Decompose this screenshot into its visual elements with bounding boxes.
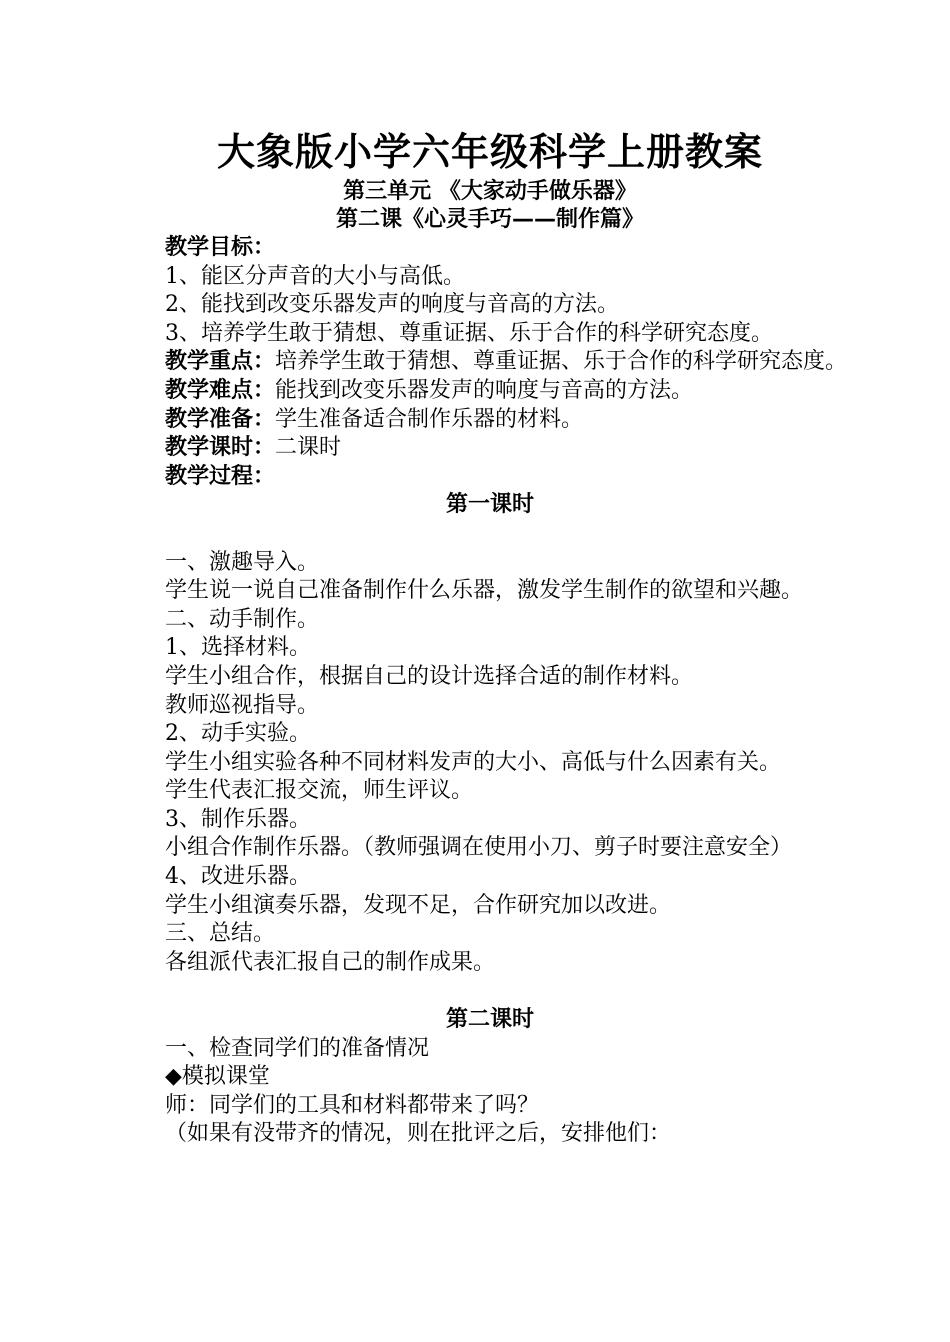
key-point-paragraph xyxy=(115,348,865,377)
preparation-paragraph xyxy=(115,406,865,435)
period1-line: 学生小组合作，根据自己的设计选择合适的制作材料。 xyxy=(165,663,694,689)
document-title: 大象版小学六年级科学上册教案 xyxy=(216,130,763,174)
preparation-text: 学生准备适合制作乐器的材料。 xyxy=(275,406,584,432)
hours-paragraph xyxy=(115,434,865,463)
period2-line: ◆模拟课堂 xyxy=(165,1064,270,1090)
period1-line: 4、改进乐器。 xyxy=(165,864,311,890)
period1-line: 一、激趣导入。 xyxy=(165,549,320,575)
key-point-label: 教学重点： xyxy=(165,349,276,375)
objectives-label xyxy=(115,234,865,263)
period1-line: 二、动手制作。 xyxy=(165,606,320,632)
difficulty-text: 能找到改变乐器发声的响度与音高的方法。 xyxy=(275,377,694,403)
period1-line: 学生说一说自己准备制作什么乐器，激发学生制作的欲望和兴趣。 xyxy=(165,578,804,604)
period1-line: 2、动手实验。 xyxy=(165,721,311,747)
objective-item: 1、能区分声音的大小与高低。 xyxy=(165,263,465,289)
objectives-label-text: 教学目标： xyxy=(165,235,276,260)
period1-line: 小组合作制作乐器。（教师强调在使用小刀、剪子时要注意安全） xyxy=(165,835,793,861)
spacer xyxy=(115,520,865,549)
difficulty-label: 教学难点： xyxy=(165,377,276,403)
period1-line: 各组派代表汇报自己的制作成果。 xyxy=(165,949,496,975)
hours-text: 二课时 xyxy=(275,435,342,461)
document-page xyxy=(115,126,865,1149)
period2-line: 一、检查同学们的准备情况 xyxy=(165,1035,430,1061)
process-label: 教学过程： xyxy=(165,463,276,489)
preparation-label: 教学准备： xyxy=(165,406,276,432)
period1-line: 学生代表汇报交流，师生评议。 xyxy=(165,778,474,804)
period1-line: 学生小组演奏乐器，发现不足，合作研究加以改进。 xyxy=(165,892,672,918)
hours-label: 教学课时： xyxy=(165,435,276,461)
key-point-text: 培养学生敢于猜想、尊重证据、乐于合作的科学研究态度。 xyxy=(275,349,848,375)
process-paragraph xyxy=(115,463,865,492)
lesson-title: 第二课《心灵手巧——制作篇》 xyxy=(335,207,644,232)
period1-heading: 第一课时 xyxy=(445,492,534,518)
period2-line: （如果有没带齐的情况，则在批评之后，安排他们： xyxy=(165,1121,672,1147)
objective-item: 3、培养学生敢于猜想、尊重证据、乐于合作的科学研究态度。 xyxy=(165,320,773,346)
period2-line: 师：同学们的工具和材料都带来了吗？ xyxy=(165,1092,540,1118)
period1-line: 3、制作乐器。 xyxy=(165,806,311,832)
difficulty-paragraph xyxy=(115,377,865,406)
objective-item: 2、能找到改变乐器发声的响度与音高的方法。 xyxy=(165,292,619,318)
period1-line: 学生小组实验各种不同材料发声的大小、高低与什么因素有关。 xyxy=(165,749,782,775)
period1-line: 教师巡视指导。 xyxy=(165,692,320,718)
spacer xyxy=(115,977,865,1006)
period1-line: 1、选择材料。 xyxy=(165,635,311,661)
period1-line: 三、总结。 xyxy=(165,921,276,947)
unit-title: 第三单元 《大家动手做乐器》 xyxy=(343,179,637,204)
period2-heading: 第二课时 xyxy=(445,1007,534,1033)
